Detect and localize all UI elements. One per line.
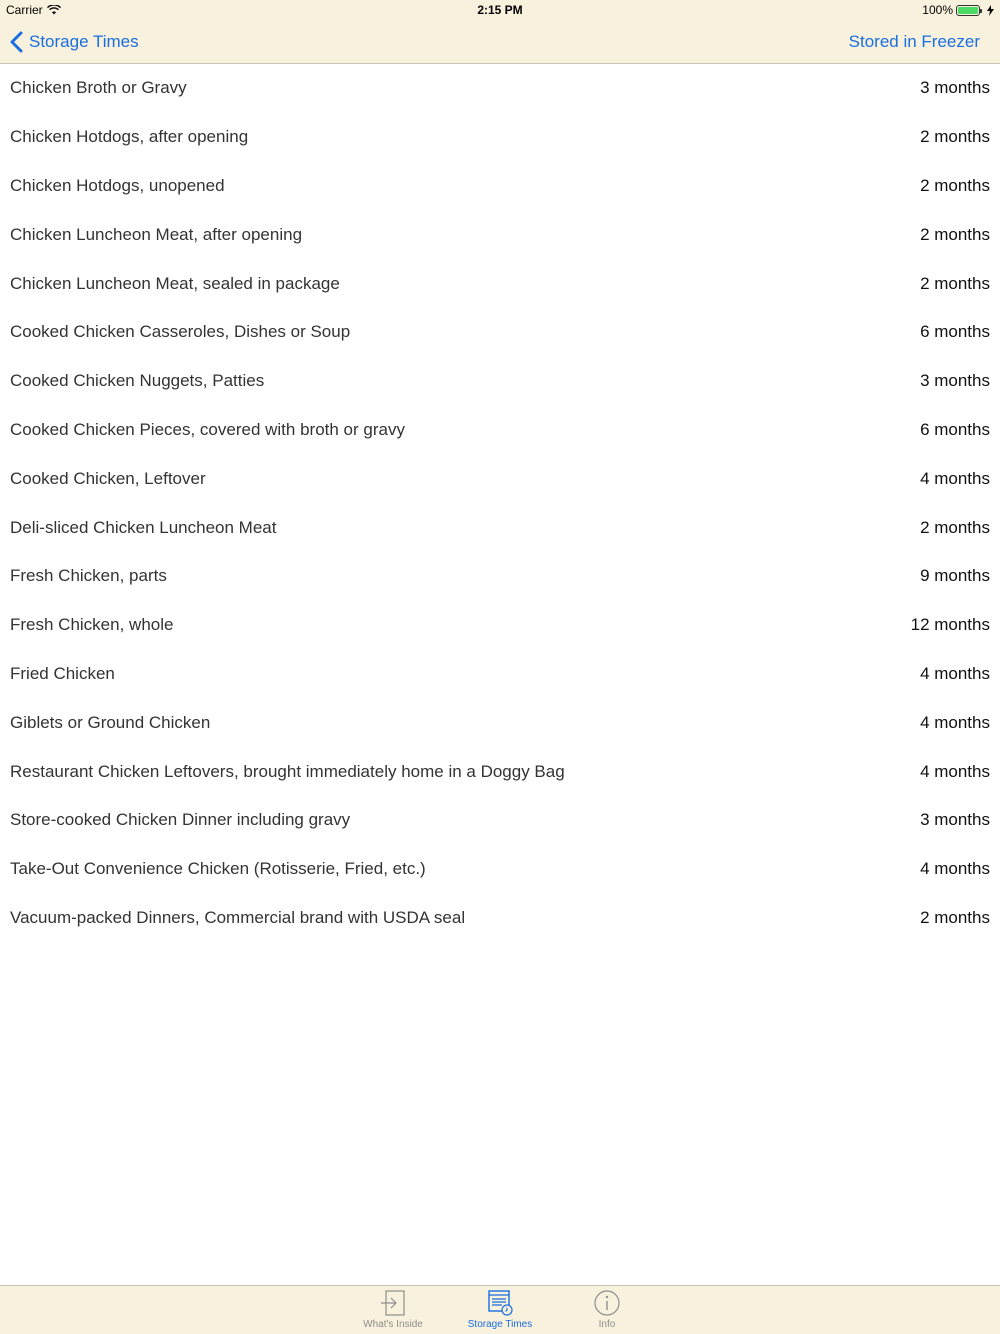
list-item[interactable] <box>0 357 1000 406</box>
item-name: Restaurant Chicken Leftovers, brought immediately home in a Doggy Bag <box>10 761 565 781</box>
tab-storage-times[interactable] <box>450 1286 550 1334</box>
battery-percent: 100% <box>922 3 953 17</box>
item-duration: 3 months <box>920 810 990 830</box>
list-item[interactable] <box>0 601 1000 650</box>
item-duration: 2 months <box>920 175 990 195</box>
back-button-label: Storage Times <box>29 32 139 51</box>
tab-whats-inside[interactable] <box>343 1286 443 1334</box>
item-duration: 4 months <box>920 663 990 683</box>
item-duration: 4 months <box>920 712 990 732</box>
charging-bolt-icon <box>987 5 994 16</box>
status-time: 2:15 PM <box>477 3 523 17</box>
item-name: Chicken Luncheon Meat, after opening <box>10 224 303 244</box>
info-icon <box>593 1289 621 1317</box>
list-clock-icon <box>486 1289 514 1317</box>
item-duration: 2 months <box>920 907 990 927</box>
item-name: Store-cooked Chicken Dinner including gravy <box>10 810 351 830</box>
item-duration: 2 months <box>920 517 990 537</box>
item-duration: 6 months <box>920 322 990 342</box>
list-item[interactable] <box>0 454 1000 503</box>
item-name: Chicken Hotdogs, unopened <box>10 175 225 195</box>
item-name: Chicken Broth or Gravy <box>10 78 187 98</box>
enter-box-icon <box>379 1289 407 1317</box>
list-item[interactable] <box>0 406 1000 455</box>
tab-storage-times-label: Storage Times <box>467 1319 533 1330</box>
list-item[interactable] <box>0 894 1000 943</box>
battery-group <box>922 3 994 17</box>
item-name: Fresh Chicken, parts <box>10 566 167 586</box>
back-button[interactable] <box>10 28 139 56</box>
item-duration: 4 months <box>920 859 990 879</box>
item-name: Chicken Hotdogs, after opening <box>10 127 249 147</box>
item-name: Deli-sliced Chicken Luncheon Meat <box>10 517 277 537</box>
item-duration: 3 months <box>920 78 990 98</box>
tab-whats-inside-label: What's Inside <box>363 1319 423 1330</box>
tab-info-label: Info <box>598 1319 616 1330</box>
item-duration: 4 months <box>920 468 990 488</box>
storage-times-list <box>0 64 1000 942</box>
list-item[interactable] <box>0 64 1000 113</box>
list-item[interactable] <box>0 503 1000 552</box>
item-name: Cooked Chicken, Leftover <box>10 468 206 488</box>
item-duration: 3 months <box>920 371 990 391</box>
item-name: Cooked Chicken Pieces, covered with broth or gravy <box>10 419 405 439</box>
item-name: Giblets or Ground Chicken <box>10 712 211 732</box>
list-item[interactable] <box>0 796 1000 845</box>
item-name: Cooked Chicken Nuggets, Patties <box>10 371 265 391</box>
item-name: Chicken Luncheon Meat, sealed in package <box>10 273 340 293</box>
item-duration: 2 months <box>920 273 990 293</box>
item-duration: 6 months <box>920 419 990 439</box>
battery-icon <box>956 5 980 16</box>
list-item[interactable] <box>0 210 1000 259</box>
item-duration: 2 months <box>920 224 990 244</box>
item-duration: 9 months <box>920 566 990 586</box>
list-item[interactable] <box>0 308 1000 357</box>
item-duration: 2 months <box>920 127 990 147</box>
list-item[interactable] <box>0 650 1000 699</box>
navigation-bar <box>0 20 1000 64</box>
item-duration: 12 months <box>910 615 990 635</box>
tab-info[interactable] <box>557 1286 657 1334</box>
list-item[interactable] <box>0 113 1000 162</box>
chevron-left-icon <box>10 31 23 53</box>
tab-bar <box>0 1285 1000 1334</box>
list-item[interactable] <box>0 259 1000 308</box>
status-bar <box>0 0 1000 20</box>
list-item[interactable] <box>0 747 1000 796</box>
item-name: Fresh Chicken, whole <box>10 615 174 635</box>
stored-in-freezer-button[interactable]: Stored in Freezer <box>848 32 980 51</box>
list-item[interactable] <box>0 845 1000 894</box>
list-item[interactable] <box>0 552 1000 601</box>
list-item[interactable] <box>0 162 1000 211</box>
list-item[interactable] <box>0 698 1000 747</box>
carrier-label: Carrier <box>6 3 43 17</box>
item-name: Take-Out Convenience Chicken (Rotisserie, Fried, etc.) <box>10 859 426 879</box>
item-name: Vacuum-packed Dinners, Commercial brand with USDA seal <box>10 907 466 927</box>
item-name: Fried Chicken <box>10 663 115 683</box>
item-name: Cooked Chicken Casseroles, Dishes or Soup <box>10 322 351 342</box>
item-duration: 4 months <box>920 761 990 781</box>
